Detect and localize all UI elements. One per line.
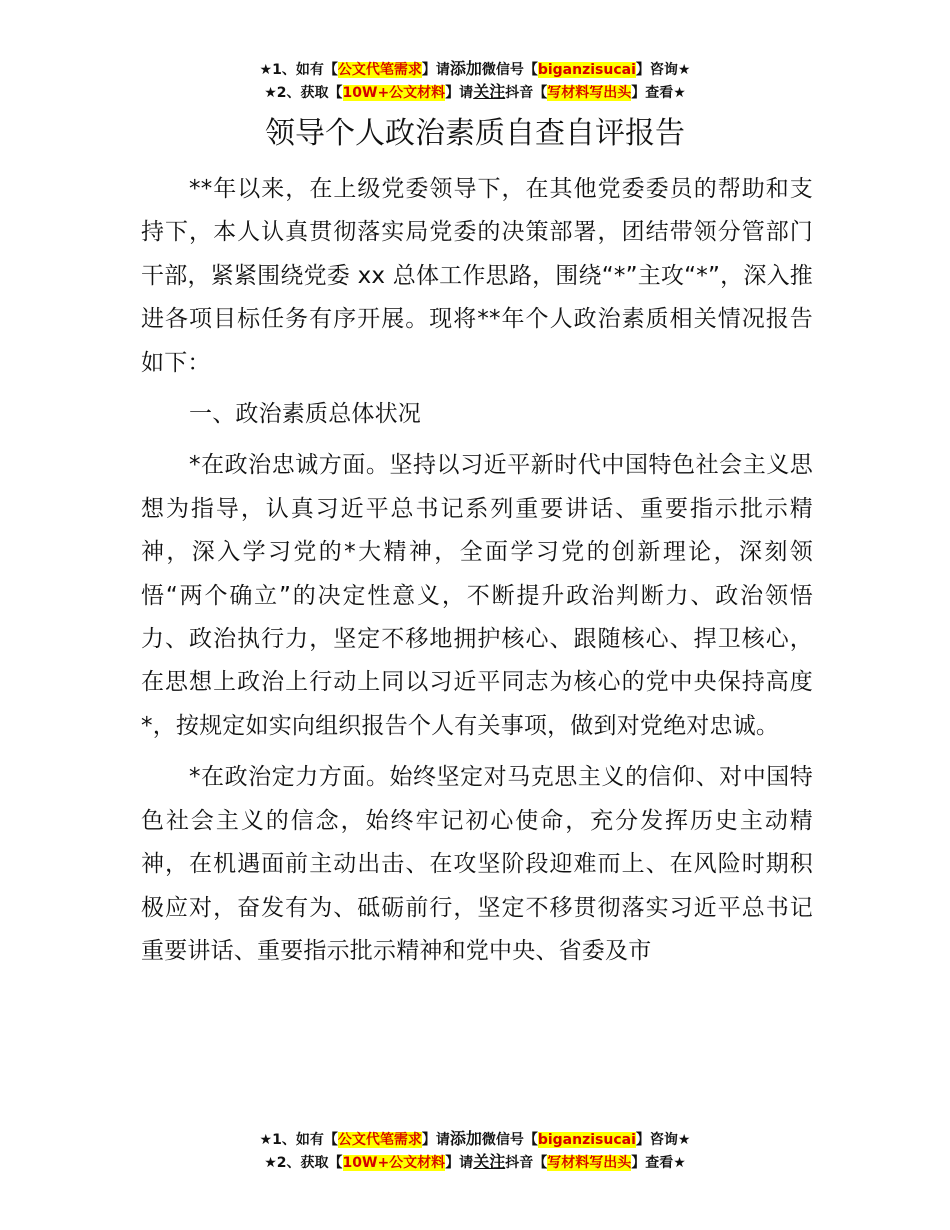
footer-banner [0, 1128, 950, 1174]
banner-emphasis: 关注 [473, 1152, 506, 1171]
banner-emphasis: 添加 [449, 1129, 482, 1148]
banner-highlight: 10W+公文材料 [342, 1155, 446, 1171]
banner-highlight: 公文代笔需求 [337, 62, 422, 78]
banner-text: ★2、获取【 [264, 1155, 343, 1171]
banner-text: 微信号【 [481, 1132, 538, 1148]
document-body [141, 168, 813, 981]
banner-text: 】查看★ [631, 1155, 686, 1171]
banner-highlight: 写材料写出头 [547, 85, 632, 101]
paragraph-political-loyalty: *在政治忠诚方面。坚持以习近平新时代中国特色社会主义思想为指导，认真习近平总书记系列重要讲话、重要指示批示精神，深入学习党的*大精神，全面学习党的创新理论，深刻领悟“两个确立”的决定性意义，不断提升政治判断力、政治领悟力、政治执行力，坚定不移地拥护核心、跟随核心、捍卫核心，在思想上政治上行动上同以习近平同志为核心的党中央保持高度*，按规定如实向组织报告个人有关事项，做到对党绝对忠诚。 [141, 452, 813, 739]
banner-line-2 [0, 1151, 950, 1174]
header-banner [0, 58, 950, 104]
paragraph-intro: **年以来，在上级党委领导下，在其他党委委员的帮助和支持下，本人认真贯彻落实局党委的决策部署，团结带领分管部门干部，紧紧围绕党委 xx 总体工作思路，围绕“*”主攻“*”，深入推进各项目标任务有序开展。现将**年个人政治素质相关情况报告如下： [141, 176, 813, 376]
banner-text: ★2、获取【 [264, 85, 343, 101]
section-heading: 一、政治素质总体状况 [189, 401, 421, 428]
banner-line-2 [0, 81, 950, 104]
banner-line-1 [0, 58, 950, 81]
banner-text: ★1、如有【 [259, 62, 338, 78]
banner-text: 抖音【 [505, 85, 548, 101]
banner-text: 抖音【 [505, 1155, 548, 1171]
banner-highlight: 公文代笔需求 [337, 1132, 422, 1148]
banner-text: 】咨询★ [635, 1132, 691, 1148]
banner-emphasis: 添加 [449, 59, 482, 78]
banner-text: ★1、如有【 [259, 1132, 338, 1148]
banner-text: 】请 [421, 1132, 450, 1148]
banner-text: 微信号【 [481, 62, 538, 78]
document-title: 领导个人政治素质自查自评报告 [265, 116, 685, 151]
banner-text: 】查看★ [631, 85, 686, 101]
banner-highlight: 10W+公文材料 [342, 85, 446, 101]
banner-text: 】请 [445, 1155, 474, 1171]
banner-highlight: 写材料写出头 [547, 1155, 632, 1171]
banner-highlight: biganzisucai [537, 62, 636, 78]
banner-text: 】请 [421, 62, 450, 78]
banner-text: 】咨询★ [635, 62, 691, 78]
banner-highlight: biganzisucai [537, 1132, 636, 1148]
banner-text: 】请 [445, 85, 474, 101]
paragraph-political-stability: *在政治定力方面。始终坚定对马克思主义的信仰、对中国特色社会主义的信念，始终牢记初心使命，充分发挥历史主动精神，在机遇面前主动出击、在攻坚阶段迎难而上、在风险时期积极应对，奋发有为、砥砺前行，坚定不移贯彻落实习近平总书记重要讲话、重要指示批示精神和党中央、省委及市 [141, 764, 813, 964]
banner-line-1 [0, 1128, 950, 1151]
banner-emphasis: 关注 [473, 82, 506, 101]
